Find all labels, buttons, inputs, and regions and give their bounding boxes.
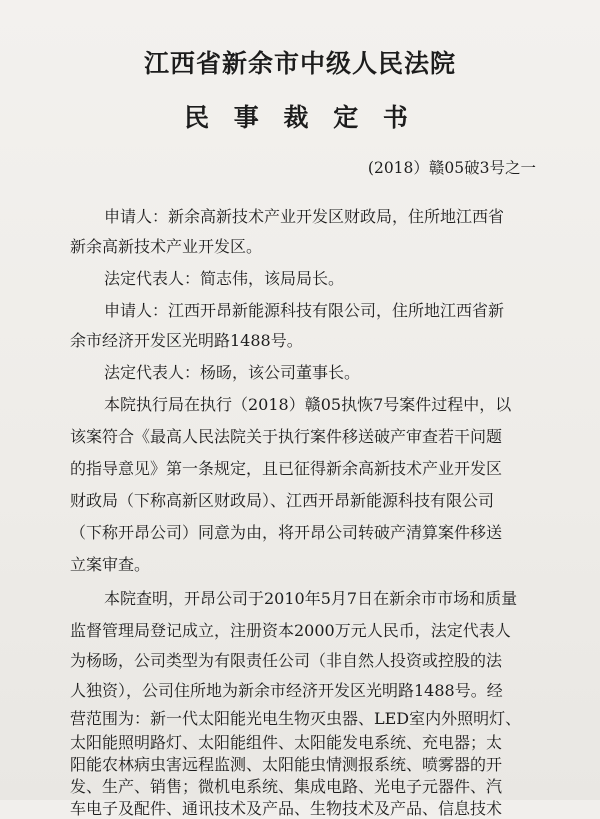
text-line: 的指导意见》第一条规定，且已征得新余高新技术产业开发区 — [70, 459, 503, 478]
text-line: 监督管理局登记成立，注册资本2000万元人民币，法定代表人 — [70, 621, 511, 640]
text-line: 余市经济开发区光明路1488号。 — [70, 331, 303, 350]
text-line: 发、生产、销售；微机电系统、集成电路、光电子元器件、汽 — [70, 777, 503, 796]
text-line: 立案审查。 — [70, 555, 151, 574]
text-line: 人独资），公司住所地为新余市经济开发区光明路1488号。经 — [70, 681, 503, 700]
text-line: 新余高新技术产业开发区。 — [70, 237, 263, 256]
text-line: 为杨旸，公司类型为有限责任公司（非自然人投资或控股的法 — [70, 651, 503, 670]
text-line: 车电子及配件、通讯技术及产品、生物技术及产品、信息技术 — [70, 799, 503, 818]
text-line: 该案符合《最高人民法院关于执行案件移送破产审查若干问题 — [70, 427, 503, 446]
document-title: 民 事 裁 定 书 — [184, 103, 416, 132]
text-line: 法定代表人：杨旸，该公司董事长。 — [104, 363, 361, 382]
text-line: 财政局（下称高新区财政局）、江西开昂新能源科技有限公司 — [70, 491, 495, 510]
text-line: 申请人：新余高新技术产业开发区财政局，住所地江西省 — [104, 207, 505, 226]
text-line: 申请人：江西开昂新能源科技有限公司，住所地江西省新 — [104, 301, 505, 320]
court-name: 江西省新余市中级人民法院 — [143, 49, 456, 78]
text-line: 营范围为：新一代太阳能光电生物灭虫器、LED室内外照明灯、 — [70, 709, 522, 728]
text-line: 阳能农林病虫害远程监测、太阳能虫情测报系统、喷雾器的开 — [70, 755, 503, 774]
text-line: （下称开昂公司）同意为由，将开昂公司转破产清算案件移送 — [70, 523, 503, 542]
text-line: 太阳能照明路灯、太阳能组件、太阳能发电系统、充电器；太 — [70, 733, 503, 752]
text-line: 本院查明，开昂公司于2010年5月7日在新余市市场和质量 — [104, 589, 518, 608]
text-line: 法定代表人：简志伟，该局局长。 — [104, 269, 345, 288]
case-number: (2018）赣05破3号之一 — [367, 159, 536, 177]
text-line: 本院执行局在执行（2018）赣05执恢7号案件过程中，以 — [104, 395, 512, 414]
